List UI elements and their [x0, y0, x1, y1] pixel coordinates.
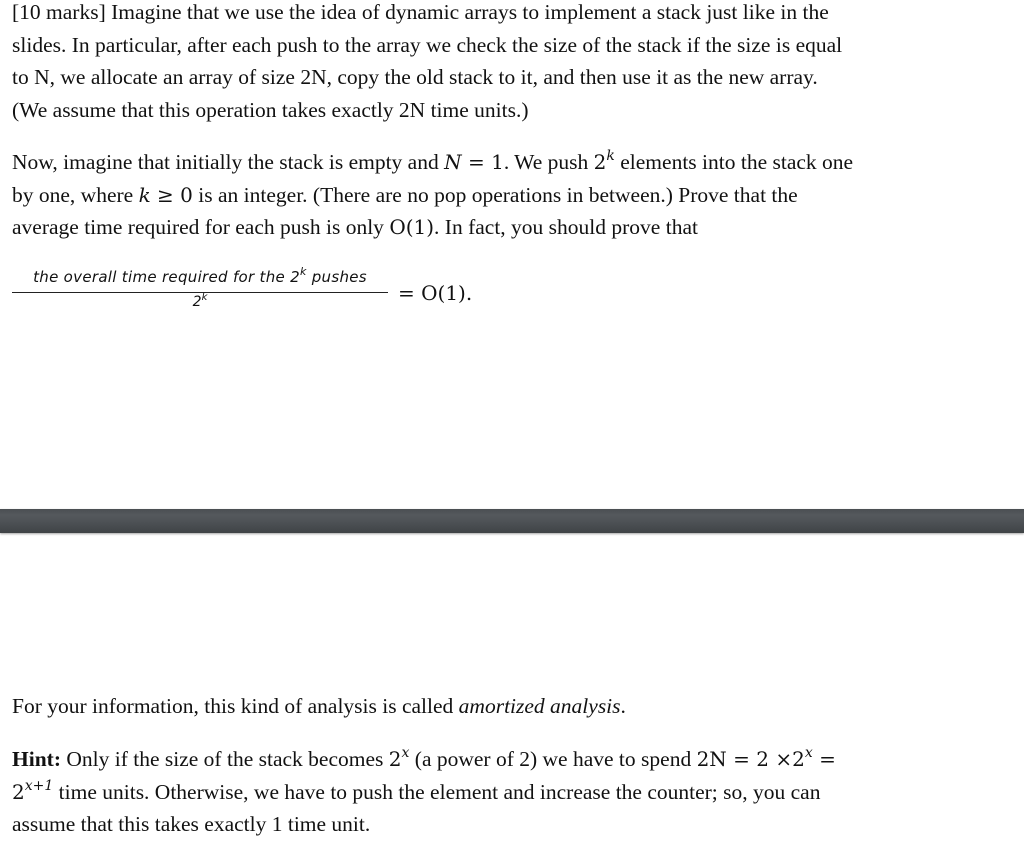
text: Only if the size of the stack becomes: [60, 747, 389, 771]
info-paragraph: [12, 690, 1012, 723]
question-paragraph: [12, 0, 1012, 126]
math-text: = 2 ×2: [726, 747, 805, 771]
math-text: 2: [12, 779, 25, 804]
text: elements into the stack one: [614, 150, 854, 174]
formula-rhs: = O(1).: [398, 281, 473, 305]
section-divider: [0, 509, 1024, 533]
question-line: [10 marks] Imagine that we use the idea of dynamic arrays to implement a stack just like in the: [12, 0, 829, 24]
math-var: k: [138, 182, 151, 207]
math-expr: [139, 183, 193, 207]
math-expr: [12, 777, 54, 804]
denominator-base: 2: [192, 294, 202, 310]
text: assume that this takes exactly 1 time unit.: [12, 812, 371, 836]
emphasis-text: amortized analysis: [458, 694, 621, 718]
question-line: to N, we allocate an array of size 2N, copy the old stack to it, and then use it as the new array.: [12, 65, 818, 89]
text: average time required for each push is only: [12, 215, 390, 239]
fraction-numerator: [12, 265, 388, 286]
math-text: 2: [593, 150, 607, 174]
math-exponent: x: [401, 745, 410, 761]
text: time units. Otherwise, we have to push the element and increase the counter; so, you can: [53, 779, 821, 804]
math-exponent: k: [606, 148, 615, 164]
text: . We push: [503, 150, 594, 174]
denominator-exponent: k: [201, 292, 208, 303]
text: . In fact, you should prove that: [434, 215, 698, 239]
hint-label: Hint:: [12, 747, 61, 771]
text: For your information, this kind of analysis is called: [12, 694, 459, 718]
math-expr: [697, 747, 836, 771]
fraction-denominator: [12, 294, 388, 310]
numerator-text: the overall time required for the 2: [33, 268, 300, 286]
math-text: 2: [388, 747, 402, 771]
hint-paragraph: [12, 743, 1012, 841]
question-line: (We assume that this operation takes exactly 2N time units.): [12, 97, 529, 122]
text: .: [620, 694, 626, 718]
text: by one, where: [12, 182, 139, 207]
math-expr: O(1): [389, 215, 435, 239]
numerator-text: pushes: [306, 268, 367, 286]
math-expr: [594, 150, 615, 174]
math-exponent: x: [804, 745, 813, 761]
math-text: ≥ 0: [150, 182, 193, 207]
numerator-exponent: k: [299, 265, 307, 278]
question-line: slides. In particular, after each push to the array we check the size of the stack if the size is equal: [12, 32, 843, 57]
math-text: = 1: [461, 150, 504, 174]
task-paragraph: [12, 146, 1012, 244]
math-text: 2N: [696, 747, 727, 771]
math-expr: [444, 150, 504, 174]
text: (a power of 2) we have to spend: [409, 747, 697, 771]
math-var: N: [444, 150, 462, 174]
fraction-bar: [12, 292, 388, 293]
text: Now, imagine that initially the stack is empty and: [12, 150, 445, 174]
math-exponent: x+1: [24, 777, 54, 794]
math-text: =: [812, 747, 836, 771]
math-expr: [389, 747, 410, 771]
average-time-formula: [12, 264, 492, 324]
text: is an integer. (There are no pop operations in between.) Prove that the: [192, 182, 798, 207]
